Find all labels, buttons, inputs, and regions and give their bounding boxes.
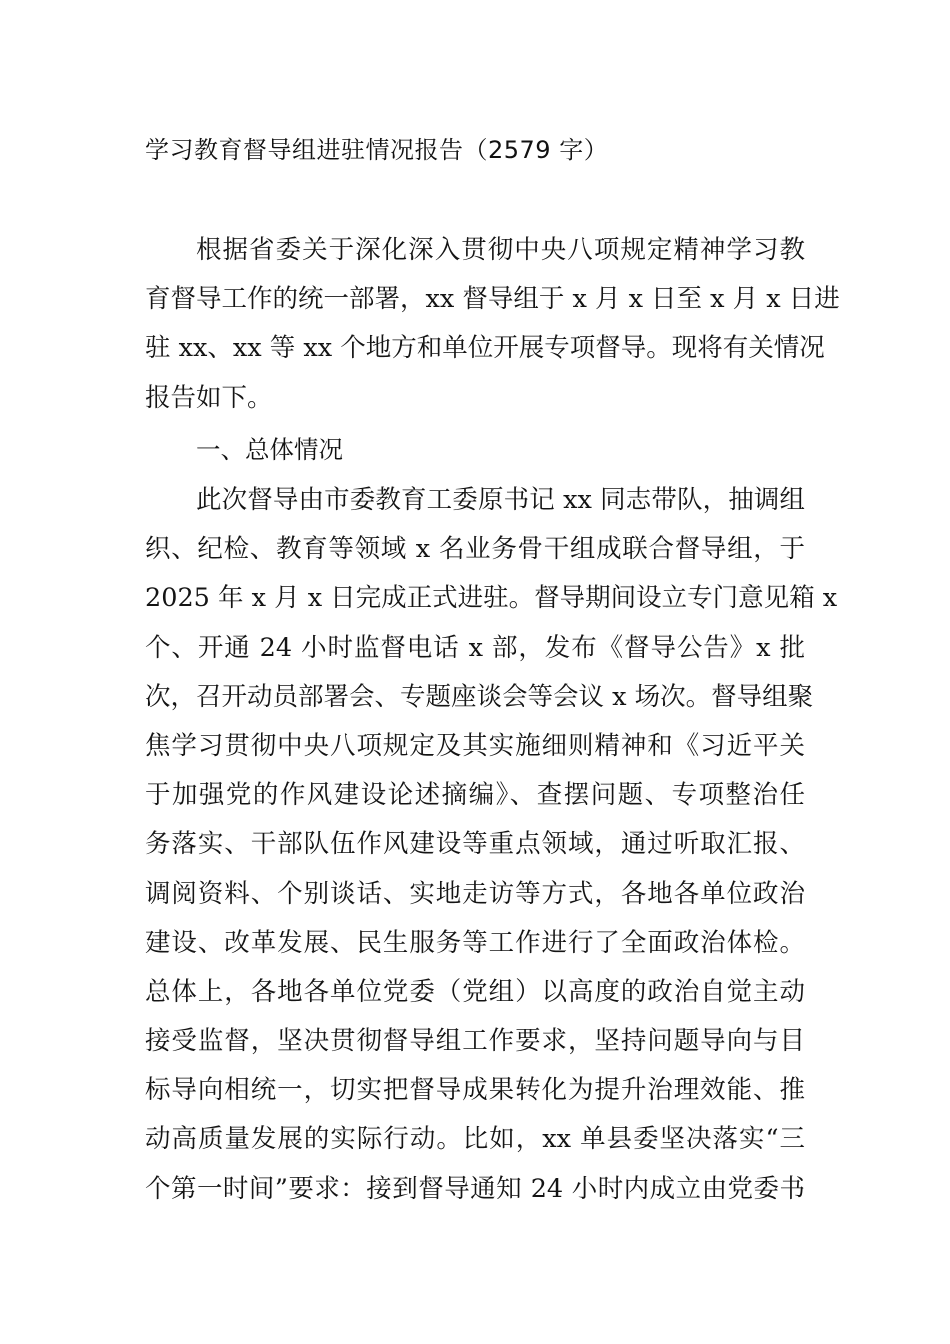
intro-line: 报告如下。	[145, 382, 273, 413]
section1-line: 动高质量发展的实际行动。比如，xx 单县委坚决落实“三	[145, 1124, 805, 1155]
section1-line: 2025 年 x 月 x 日完成正式进驻。督导期间设立专门意见箱 x	[145, 583, 838, 614]
section1-line: 务落实、干部队伍作风建设等重点领域，通过听取汇报、	[145, 829, 805, 860]
section1-line: 接受监督，坚决贯彻督导组工作要求，坚持问题导向与目	[145, 1026, 805, 1057]
intro-line: 育督导工作的统一部署，xx 督导组于 x 月 x 日至 x 月 x 日进	[145, 284, 840, 315]
section1-line: 标导向相统一，切实把督导成果转化为提升治理效能、推	[145, 1075, 805, 1106]
section1-line: 调阅资料、个别谈话、实地走访等方式，各地各单位政治	[145, 878, 805, 909]
section1-line: 此次督导由市委教育工委原书记 xx 同志带队，抽调组	[196, 485, 805, 515]
section1-line: 于加强党的作风建设论述摘编》、查摆问题、专项整治任	[145, 780, 805, 811]
intro-paragraph	[145, 226, 840, 423]
section1-line: 个、开通 24 小时监督电话 x 部，发布《督导公告》x 批	[145, 632, 805, 663]
section1-line: 总体上，各地各单位党委（党组）以高度的政治自觉主动	[145, 976, 805, 1007]
section1-line: 次，召开动员部署会、专题座谈会等会议 x 场次。督导组聚	[145, 681, 814, 712]
section1-paragraph	[145, 476, 838, 1214]
section1-line: 个第一时间”要求：接到督导通知 24 小时内成立由党委书	[145, 1173, 805, 1204]
section1-line: 焦学习贯彻中央八项规定及其实施细则精神和《习近平关	[145, 730, 805, 761]
intro-line: 驻 xx、xx 等 xx 个地方和单位开展专项督导。现将有关情况	[145, 333, 825, 364]
section1-line: 织、纪检、教育等领域 x 名业务骨干组成联合督导组，于	[145, 534, 805, 565]
section1-line: 建设、改革发展、民生服务等工作进行了全面政治体检。	[145, 927, 805, 958]
intro-line: 根据省委关于深化深入贯彻中央八项规定精神学习教	[196, 235, 805, 265]
section-heading: 一、总体情况	[196, 435, 343, 464]
document-title: 学习教育督导组进驻情况报告（2579 字）	[145, 136, 609, 164]
